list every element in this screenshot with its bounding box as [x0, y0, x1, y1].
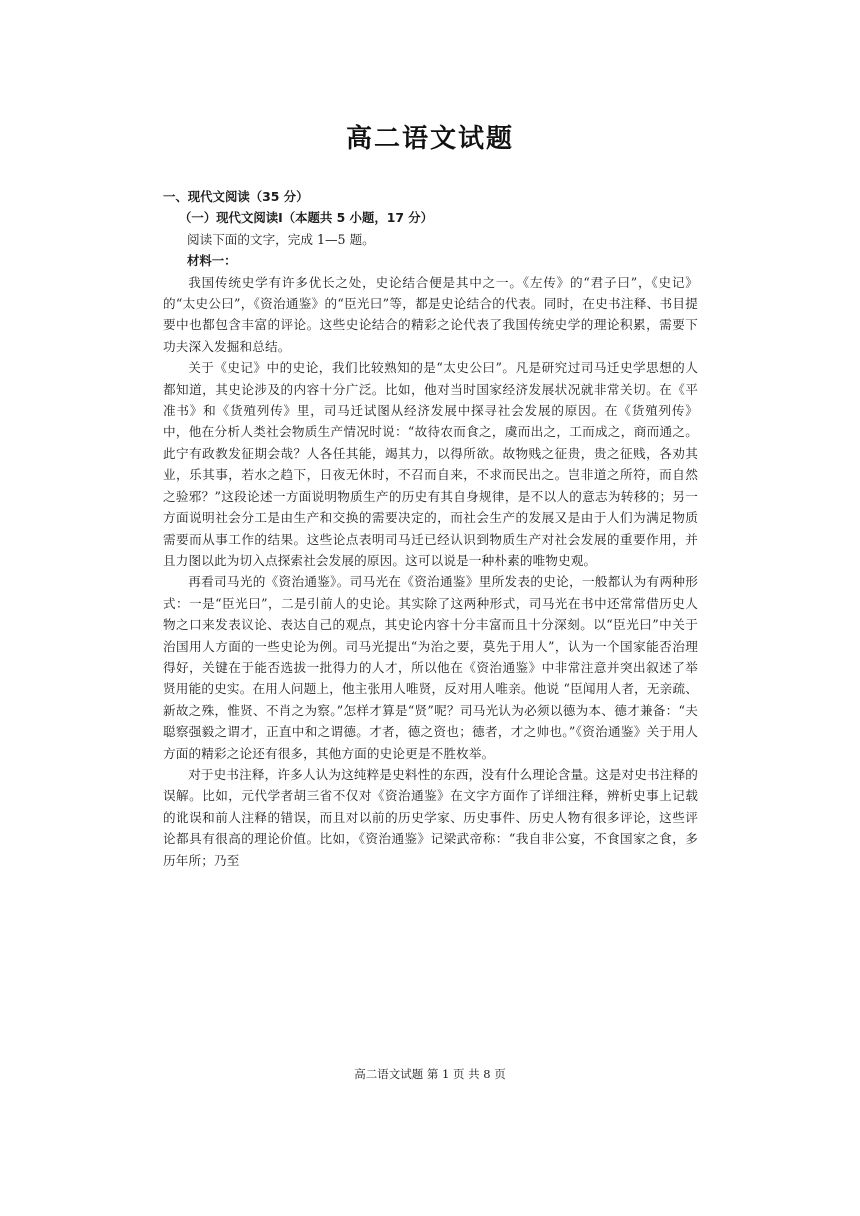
subsection-heading: （一）现代文阅读Ⅰ（本题共 5 小题，17 分）: [179, 210, 434, 226]
material-label: 材料一：: [187, 253, 237, 269]
page-footer: 高二语文试题 第 1 页 共 8 页: [354, 1067, 506, 1081]
instruction-text: 阅读下面的文字，完成 1—5 题。: [187, 231, 375, 247]
reading-section: [163, 186, 698, 871]
page-title: 高二语文试题: [345, 124, 514, 154]
paragraph: 我国传统史学有许多优长之处，史论结合便是其中之一。《左传》的“君子曰”，《史记》的“太史公曰”，《资治通鉴》的“臣光曰”等，都是史论结合的代表。同时，在史书注释、书目提要中也都包含丰富的评论。这些史论结合的精彩之论代表了我国传统史学的理论积累，需要下功夫深入发掘和总结。: [163, 274, 698, 354]
paragraph: 关于《史记》中的史论，我们比较熟知的是“太史公曰”。凡是研究过司马迁史学思想的人都知道，其史论涉及的内容十分广泛。比如，他对当时国家经济发展状况就非常关切。在《平准书》和《货殖列传》里，司马迁试图从经济发展中探寻社会发展的原因。在《货殖列传》中，他在分析人类社会物质生产情况时说：“故待农而食之，虞而出之，工而成之，商而通之。此宁有政教发征期会哉？人各任其能，竭其力，以得所欲。故物贱之征贵，贵之征贱，各劝其业，乐其事，若水之趋下，日夜无休时，不召而自来，不求而民出之。岂非道之所符，而自然之验邪？”这段论述一方面说明物质生产的历史有其自身规律，是不以人的意志为转移的；另一方面说明社会分工是由生产和交换的需要决定的，而社会生产的发展又是由于人们为满足物质需要而从事工作的结果。这些论点表明司马迁已经认识到物质生产对社会发展的重要作用，并且力图以此为切入点探索社会发展的原因。这可以说是一种朴素的唯物史观。: [163, 360, 698, 568]
section-heading: 一、现代文阅读（35 分）: [163, 189, 309, 204]
paragraph: 再看司马光的《资治通鉴》。司马光在《资治通鉴》里所发表的史论，一般都认为有两种形式：一是“臣光曰”，二是引前人的史论。其实除了这两种形式，司马光在书中还常常借历史人物之口来发表议论、表达自己的观点，其史论内容十分丰富而且十分深刻。以“臣光曰”中关于治国用人方面的一些史论为例。司马光提出“为治之要，莫先于用人”，认为一个国家能否治理得好，关键在于能否选拔一批得力的人才，所以他在《资治通鉴》中非常注意并突出叙述了举贤用能的史实。在用人问题上，他主张用人唯贤，反对用人唯亲。他说 “臣闻用人者，无亲疏、新故之殊，惟贤、不肖之为察。”怎样才算是“贤”呢？司马光认为必须以德为本、德才兼备：“夫聪察强毅之谓才，正直中和之谓德。才者，德之资也；德者，才之帅也。”《资治通鉴》关于用人方面的精彩之论还有很多，其他方面的史论更是不胜枚举。: [163, 574, 698, 761]
paragraph: 对于史书注释，许多人认为这纯粹是史料性的东西，没有什么理论含量。这是对史书注释的误解。比如，元代学者胡三省不仅对《资治通鉴》在文字方面作了详细注释，辨析史事上记载的讹误和前人注释的错误，而且对以前的历史学家、历史事件、历史人物有很多评论，这些评论都具有很高的理论价值。比如，《资治通鉴》记梁武帝称：“我自非公宴，不食国家之食，多历年所；乃至: [163, 766, 698, 868]
